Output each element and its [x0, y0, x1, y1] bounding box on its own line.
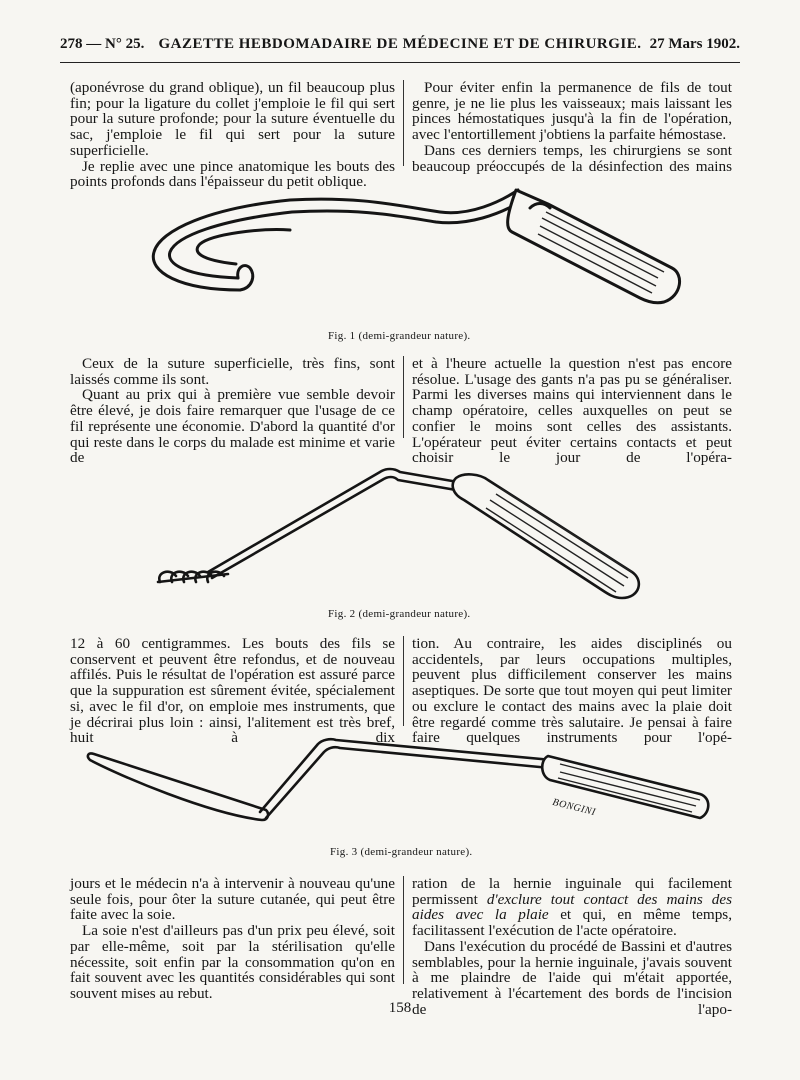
column-divider	[403, 876, 404, 984]
figure-1-caption: Fig. 1 (demi-grandeur nature).	[328, 330, 471, 342]
s3-right-column	[412, 635, 732, 747]
paragraph: Ceux de la suture superficielle, très fins, sont laissés comme ils sont.	[70, 355, 395, 388]
paragraph: Dans l'exécution du procédé de Bassini et d'autres semblables, pour la hernie inguinale, j'avais souvent à me plaindre de l'aide qui m'était apportée, relativement à l'écartement des bords de l'incision de l'apo-	[412, 937, 732, 1018]
paragraph: et à l'heure actuelle la question n'est pas encore résolue. L'usage des gants n'a pas pu se généraliser. Parmi les diverses mains qui interviennent dans le champ opératoire, celles auxquelles on peut se confier le moins sont celles des assistants. L'opérateur peut éviter certains contacts et peut choisir le jour de l'opéra-	[412, 355, 732, 467]
column-divider	[403, 636, 404, 726]
engraver-signature: BONGINI	[551, 796, 597, 819]
column-divider	[403, 80, 404, 166]
header-rule	[60, 62, 740, 63]
s1-right-column	[412, 79, 732, 175]
text-run: ration de la hernie inguinale qui facilement permissent	[412, 875, 732, 908]
column-divider	[403, 356, 404, 438]
page-header	[60, 36, 740, 58]
paragraph: (aponévrose du grand oblique), un fil beaucoup plus fin; pour la ligature du collet j'emploie le fil qui sert pour la suture profonde; pour la suture éventuelle du sac, j'emploie le fil qui sert pour la suture superficielle.	[70, 79, 395, 159]
paragraph: Quant au prix qui à première vue semble devoir être élevé, je dois faire remarquer que l'usage de ce fil représente une économie. D'abord la quantité d'or qui reste dans le corps du malade est minime et varie de	[70, 386, 395, 467]
s4-left-column	[70, 875, 395, 1002]
page-footer-number: 158	[388, 1000, 412, 1016]
figure-2-caption: Fig. 2 (demi-grandeur nature).	[328, 608, 471, 620]
paragraph: Pour éviter enfin la permanence de fils de tout genre, je ne lie plus les vaisseaux; mais laissant les pinces hémostatiques jusqu'à la fin de l'opération, avec l'entortillement j'obtiens la parfaite hémostase.	[412, 79, 732, 144]
retractor-loop-illustration	[60, 172, 740, 340]
rake-retractor-illustration	[60, 448, 740, 608]
italic-text-run: d'exclure tout contact des mains des aides avec la plaie	[412, 890, 732, 924]
spatula-retractor-illustration	[60, 732, 740, 844]
s1-left-column	[70, 79, 395, 191]
paragraph: 12 à 60 centigrammes. Les bouts des fils se conservent et peuvent être refondus, et de nouveau affilés. Puis le résultat de l'opération est assuré parce que la suppuration est sûrement évitée, spécialement si, avec le fil d'or, on emploie mes instruments, que je décrirai plus loin : ainsi, l'alitement est très bref, huit à dix	[70, 635, 395, 747]
figure-2	[60, 448, 740, 608]
figure-3-caption: Fig. 3 (demi-grandeur nature).	[330, 846, 473, 858]
issue-date: 27 Mars 1902.	[649, 36, 740, 52]
paragraph: Je replie avec une pince anatomique les bouts des points profonds dans l'épaisseur du petit oblique.	[70, 157, 395, 191]
paragraph: tion. Au contraire, les aides disciplinés ou accidentels, par leurs occupations multiples, peuvent plus difficilement conserver les mains aseptiques. De sorte que tout moyen qui peut limiter ou exclure le contact des mains avec la plaie doit être regardé comme très salutaire. Je pensai à faire faire quelques instruments pour l'opé-	[412, 635, 732, 747]
s3-left-column	[70, 635, 395, 747]
page-number-header: 278 — N° 25.	[60, 36, 145, 52]
text-run: et qui, en même temps, facilitassent l'exécution de l'acte opératoire.	[412, 906, 732, 940]
figure-1	[60, 172, 740, 340]
paragraph: La soie n'est d'ailleurs pas d'un prix peu élevé, soit par elle-même, soit par la stérilisation qu'elle nécessite, soit enfin par la consommation qu'on en fait souvent avec les quantités considérables qui sont souvent mises au rebut.	[70, 922, 395, 1002]
paragraph	[412, 876, 732, 939]
paragraph: jours et le médecin n'a à intervenir à nouveau qu'une seule fois, pour ôter la suture cutanée, qui peut être faite avec la soie.	[70, 875, 395, 924]
s2-right-column	[412, 355, 732, 467]
paragraph: Dans ces derniers temps, les chirurgiens se sont beaucoup préoccupés de la désinfection des mains	[412, 141, 732, 175]
journal-title: GAZETTE HEBDOMADAIRE DE MÉDECINE ET DE CHIRURGIE.	[158, 36, 642, 52]
s4-right-column	[412, 875, 732, 1018]
s2-left-column	[70, 355, 395, 467]
figure-3	[60, 732, 740, 844]
